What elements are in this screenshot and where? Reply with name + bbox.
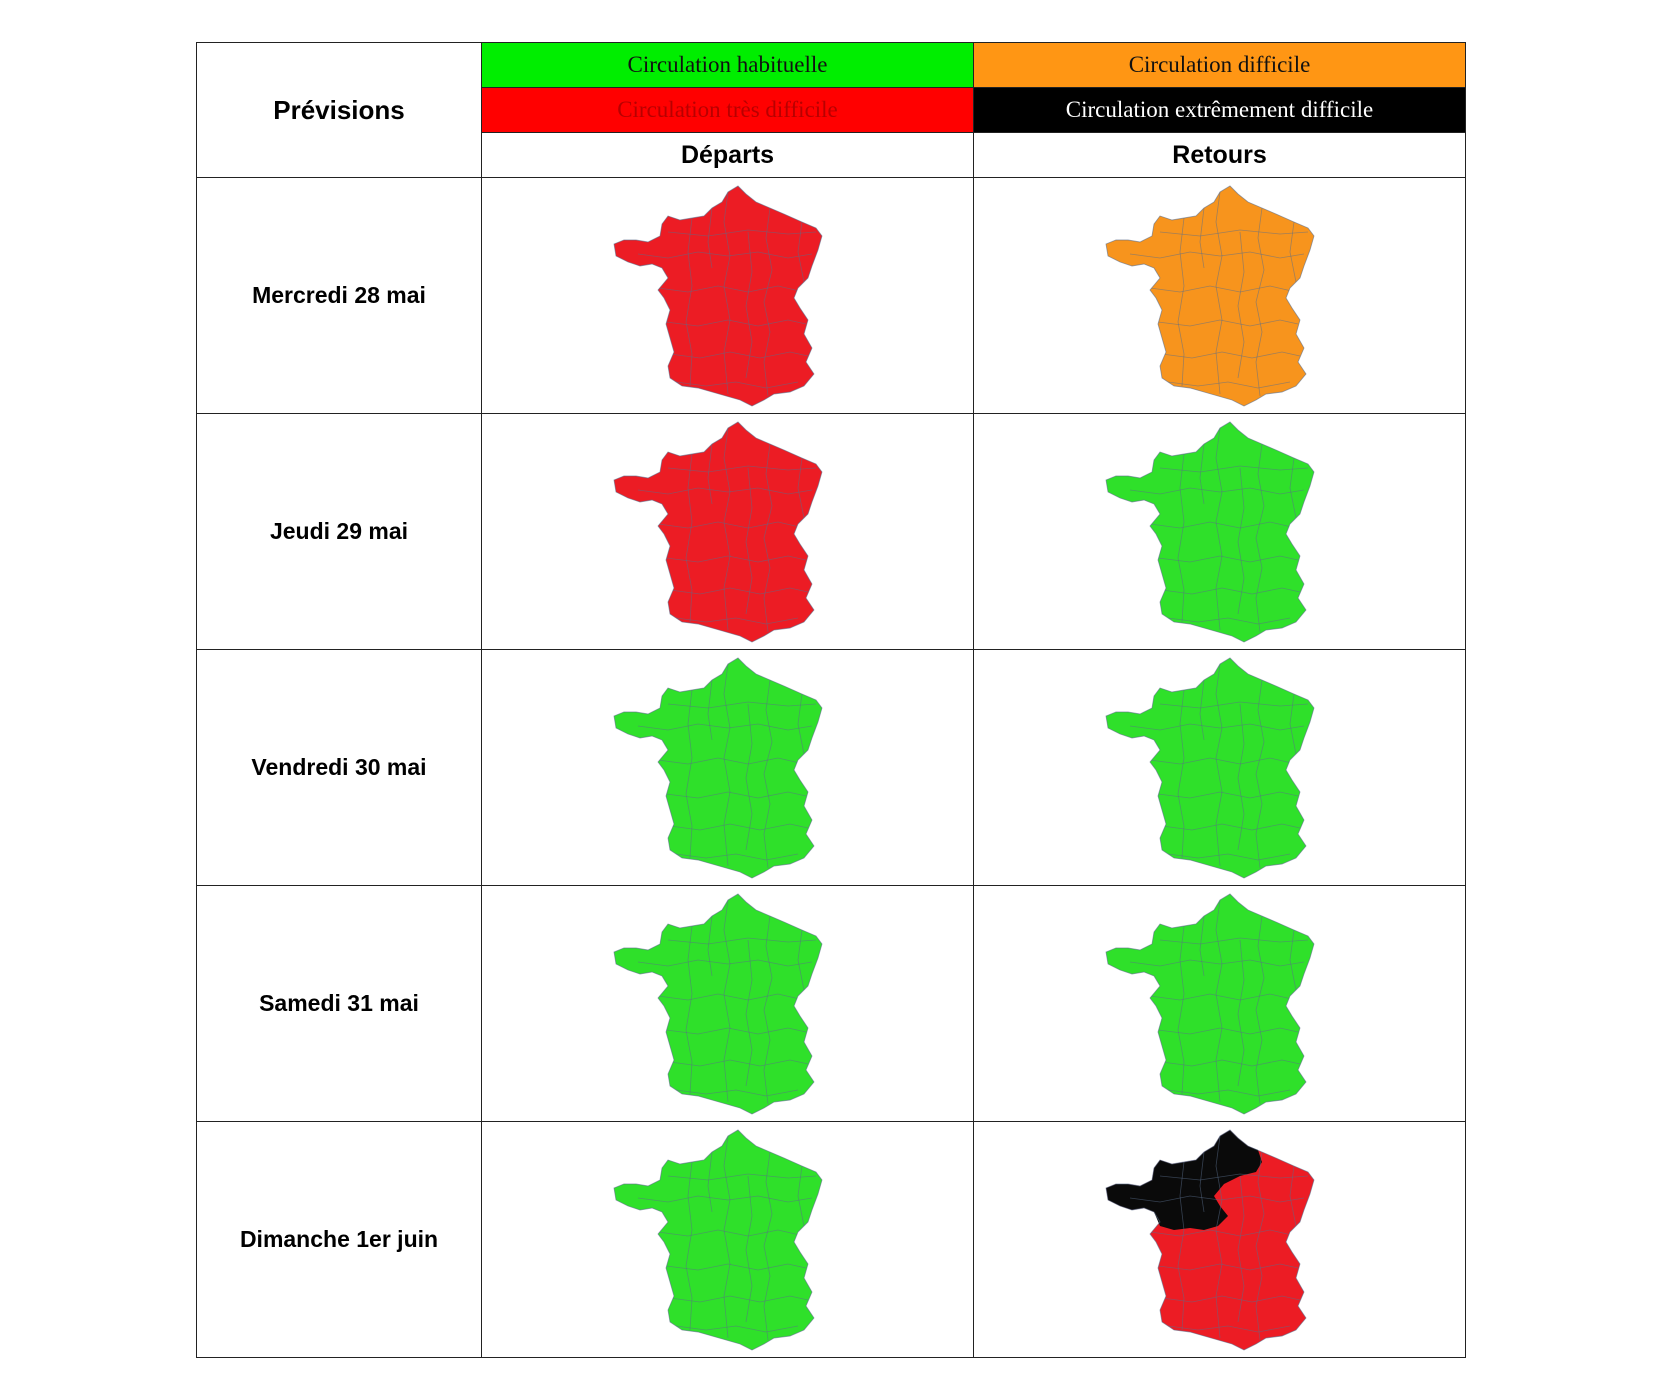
retours-header: Retours: [974, 133, 1466, 178]
retours-france-map: [1100, 182, 1340, 410]
previsions-title: Prévisions: [197, 43, 482, 178]
forecast-row: [197, 886, 1466, 1122]
france-region-fill: [1106, 422, 1314, 642]
retours-map-cell: [974, 650, 1466, 886]
france-region-fill: [614, 1130, 822, 1350]
departs-france-map: [608, 654, 848, 882]
legend-habituelle: Circulation habituelle: [482, 43, 974, 88]
departs-france-map: [608, 1126, 848, 1354]
legend-tres-difficile: Circulation très difficile: [482, 88, 974, 133]
day-label: Mercredi 28 mai: [197, 178, 482, 414]
forecast-row: [197, 178, 1466, 414]
departs-map-cell: [482, 1122, 974, 1358]
departs-france-map: [608, 418, 848, 646]
retours-map-cell: [974, 414, 1466, 650]
retours-france-map: [1100, 654, 1340, 882]
forecast-row: [197, 414, 1466, 650]
retours-map-cell: [974, 178, 1466, 414]
header-row-1: [197, 43, 1466, 88]
france-region-fill: [614, 422, 822, 642]
retours-france-map: [1100, 890, 1340, 1118]
retours-map-cell: [974, 1122, 1466, 1358]
departs-map-cell: [482, 414, 974, 650]
france-region-fill: [614, 658, 822, 878]
forecast-table: [196, 42, 1466, 1358]
france-region-fill: [1106, 658, 1314, 878]
day-label: Samedi 31 mai: [197, 886, 482, 1122]
departs-map-cell: [482, 178, 974, 414]
day-label: Vendredi 30 mai: [197, 650, 482, 886]
departs-map-cell: [482, 886, 974, 1122]
france-region-fill: [614, 186, 822, 406]
forecast-row: [197, 650, 1466, 886]
departs-france-map: [608, 182, 848, 410]
retours-map-cell: [974, 886, 1466, 1122]
retours-france-map: [1100, 418, 1340, 646]
france-region-fill: [1106, 894, 1314, 1114]
day-label: Jeudi 29 mai: [197, 414, 482, 650]
forecast-row: [197, 1122, 1466, 1358]
retours-france-map: [1100, 1126, 1340, 1354]
legend-extremement-difficile: Circulation extrêmement difficile: [974, 88, 1466, 133]
departs-header: Départs: [482, 133, 974, 178]
france-region-fill: [1106, 186, 1314, 406]
legend-difficile: Circulation difficile: [974, 43, 1466, 88]
departs-france-map: [608, 890, 848, 1118]
day-label: Dimanche 1er juin: [197, 1122, 482, 1358]
france-region-fill: [614, 894, 822, 1114]
departs-map-cell: [482, 650, 974, 886]
